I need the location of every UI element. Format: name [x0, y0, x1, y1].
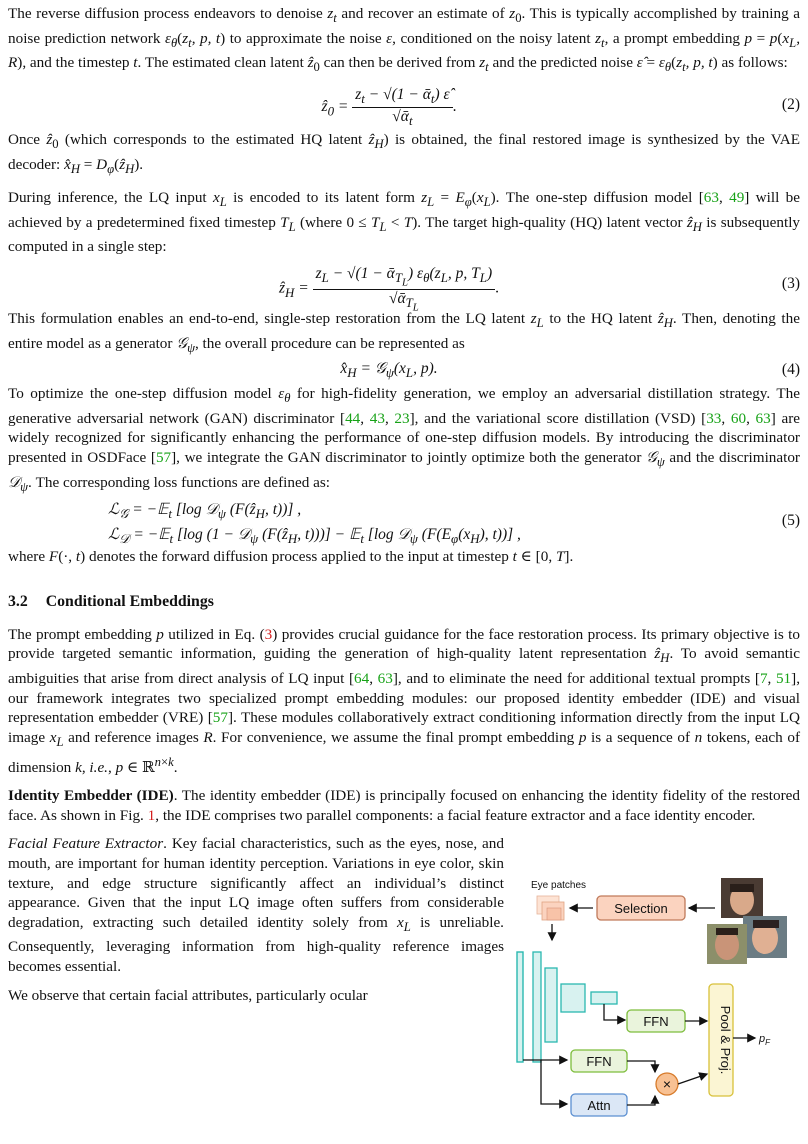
- equation-5: ℒ$_𝒢$ = −𝔼$_t$ [log 𝒟$_\psi$ (F(ẑ$_H$, t))] , ℒ$_𝒟$ = −𝔼$_t$ [log (1 − 𝒟$_\psi$ (F(ẑ$_H$, t)))] − 𝔼$_t$ [log 𝒟$_\psi$ ($F(E_\varphi(x_H)$, t))] , (5): [108, 501, 800, 547]
- svg-text:Selection: Selection: [614, 901, 668, 916]
- paragraph-reverse-diffusion: The reverse diffusion process endeavors to denoise $z_t$ and recover an estimate of $z_0$. This is typically accomplished by training a noise prediction network $\varepsilon_\theta(z_t$, p, t) to approximate the noise ε, conditioned on the noisy latent $z_t$, a prompt embedding $p = p(x_L$, R), and the timestep t. The estimated clean latent ẑ$_0$ can then be derived from $z_t$ and the predicted noise ε̂ = $\varepsilon_\theta(z_t$, p, t) as follows:: [8, 5, 800, 75]
- equation-number: (5): [781, 512, 800, 530]
- input-feature-bar: [517, 952, 523, 1062]
- svg-text:Pool & Proj.: Pool & Proj.: [718, 1005, 733, 1075]
- equation-number: (4): [781, 361, 800, 379]
- equation-number: (2): [781, 95, 800, 113]
- paper-page: [8, 4, 800, 1005]
- paragraph-vae-decoder: Once ẑ$_0$ (which corresponds to the estimated HQ latent ẑ$_H$) is obtained, the final restored image is synthesized by the VAE decoder: $x̂_H$ = $D_\varphi(ẑ_H)$.: [8, 130, 801, 176]
- svg-text:FFN: FFN: [643, 1014, 669, 1029]
- paragraph-inference: During inference, the LQ input $x_L$ is encoded to its latent form $z_L = E_\varphi(x_L)$. The one-step diffusion model [63, 49] will be achieved by a predetermined fixed timestep $T_L$ (where $0 \le T_L < T$). The target high-quality (HQ) latent vector ẑ$_H$ is subsequently computed in a single step:: [8, 189, 801, 256]
- paragraph-ocular: We observe that certain facial attributes, particularly ocular: [8, 986, 368, 1004]
- output-label: $p_F$: [759, 1033, 771, 1047]
- ide-figure: [507, 878, 797, 1132]
- eye-patches: [537, 896, 564, 920]
- equation-4: $x̂_H$ = $𝒢_\psi(x_L$, p). (4): [340, 360, 800, 381]
- paragraph-facial-feature: Facial Feature Extractor. Key facial characteristics, such as the eyes, nose, and mouth, are important for human identity perception. Variations in eye color, skin texture, and edge structure significantly affect an individual’s distinct appearance. Given that the input LQ image often suffers from considerable degradation, extracting such detailed identity solely from $x_L$ is unreliable. Consequently, leveraging information from high-quality reference images becomes essential.: [8, 835, 504, 975]
- section-heading: [8, 593, 800, 611]
- section-title: Conditional Embeddings: [45, 592, 214, 610]
- paragraph-formulation: This formulation enables an end-to-end, single-step restoration from the LQ latent $z_L$ to the HQ latent ẑ$_H$. Then, denoting the entire model as a generator 𝒢$_\psi$, the overall procedure can be represented as: [8, 309, 800, 355]
- reference-face-images: [707, 878, 787, 964]
- equation-2: ẑ$_0$ = $\frac{z_t - √(1 - ᾱ_t) \varepsilon̂}{√ᾱ_t}$ . (2): [321, 85, 800, 129]
- equation-number: (3): [781, 274, 800, 292]
- ffn-block-bottom: [571, 1050, 627, 1072]
- svg-text:Attn: Attn: [587, 1098, 611, 1113]
- section-number: 3.2: [8, 592, 28, 610]
- facial-feature-title: Facial Feature Extractor: [8, 835, 164, 853]
- equation-3: ẑ$_H$ = $\frac{z_L - √(1 - ᾱ_{T_L}) \varepsilon_\theta(z_L, p, T_L)}{√ᾱ_{T_L}}$ . (3): [279, 264, 800, 314]
- paragraph-prompt-embedding: The prompt embedding p utilized in Eq. (3) provides crucial guidance for the face restoration process. Its primary objective is to provide targeted semantic information, guiding the generation of high-quality latent representation ẑ$_H$. To avoid semantic ambiguities that arise from direct analysis of LQ input [64, 63], and to eliminate the need for additional textual prompts [7, 51], our framework integrates two specialized prompt embedding modules: our proposed identity embedder (IDE) and visual representation embedder (VRE) [57]. These modules collaboratively extract conditioning information directly from the input LQ image $x_L$ and reference images R. For convenience, we assume the final prompt embedding p is a sequence of n tokens, each of dimension k, i.e., p ∈ ℝ$^{n\times k}$.: [8, 625, 801, 776]
- selection-block: [597, 896, 685, 920]
- attn-block: [571, 1094, 627, 1116]
- paragraph-ide: Identity Embedder (IDE). The identity embedder (IDE) is principally focused on enhancing the identity fidelity of the restored face. As shown in Fig. 1, the IDE comprises two parallel components: a facial feature extractor and a face identity encoder.: [8, 787, 800, 824]
- svg-text:FFN: FFN: [586, 1054, 612, 1069]
- ide-title: Identity Embedder (IDE): [8, 787, 174, 805]
- paragraph-adversarial: To optimize the one-step diffusion model $\varepsilon_\theta$ for high-fidelity generation, we employ an adversarial distillation strategy. The generative adversarial network (GAN) discriminator [44, 43, 23], and the variational score distillation (VSD) [33, 60, 63] are widely recognized for significantly enhancing the performance of one-step diffusion models. By introducing the discriminator presented in OSDFace [57], we integrate the GAN discriminator to jointly optimize both the generator 𝒢$_\psi$ and the discriminator 𝒟$_\psi$. The corresponding loss functions are defined as:: [8, 385, 801, 494]
- ffn-block-top: [627, 1010, 685, 1032]
- multiply-node: [656, 1073, 678, 1095]
- paragraph-forward-diffusion: where F(·, t) denotes the forward diffusion process applied to the input at timestep t ∈ [0, T].: [8, 548, 574, 566]
- eye-patches-label: Eye patches: [531, 880, 587, 891]
- pool-proj-block: [709, 984, 733, 1096]
- svg-text:×: ×: [662, 1076, 672, 1092]
